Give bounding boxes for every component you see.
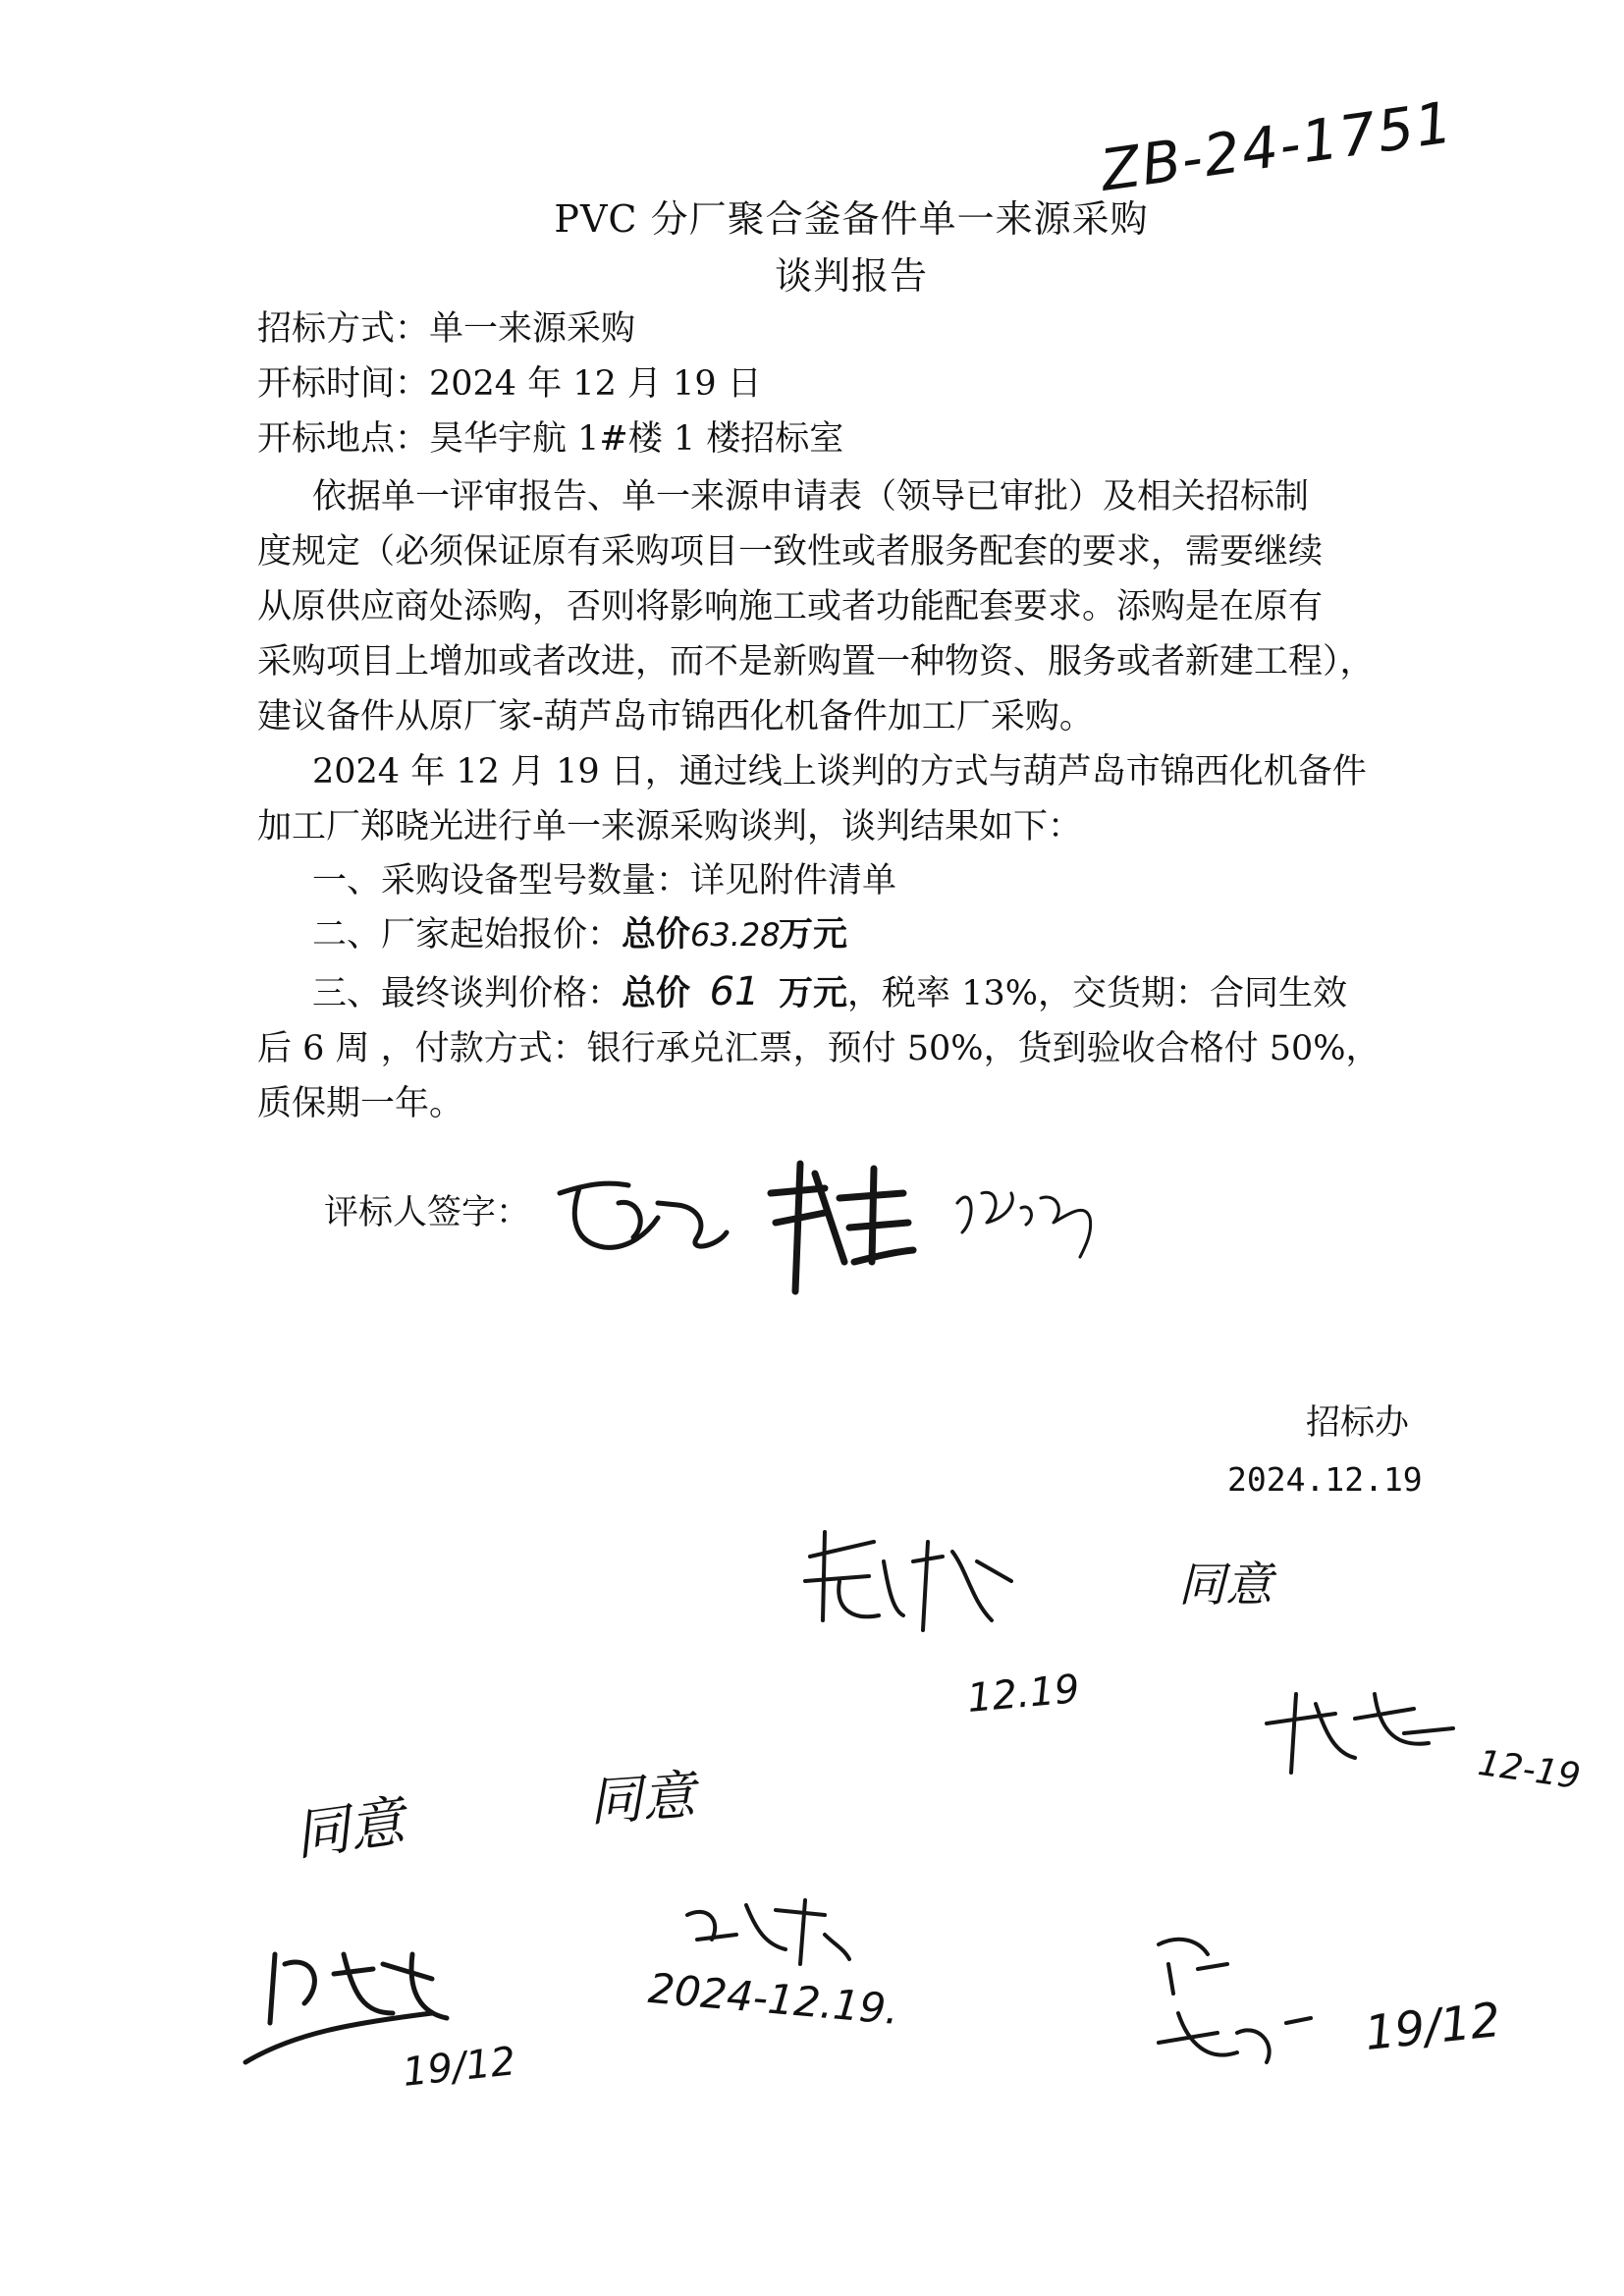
approval-date-4: 19/12: [1362, 1992, 1503, 2062]
approval-date-2: 12-19: [1475, 1742, 1584, 1798]
approval-note-1: 同意: [1178, 1558, 1273, 1613]
item-initial-quote: [312, 914, 848, 955]
paragraph-negotiation: [257, 744, 1426, 854]
item-final-price-line: [257, 964, 1426, 1021]
item-final-price-suffix: 万元: [779, 973, 848, 1013]
approval-note-3: 同意: [586, 1764, 698, 1833]
initial-quote-handwritten-value: 63.28: [690, 916, 781, 954]
signature-label: 评标人签字：: [324, 1193, 531, 1232]
paragraph-line: 采购项目上增加或者改进，而不是新购置一种物资、服务或者新建工程），: [257, 642, 1375, 682]
item-final-price-line2: 后 6 周 ，付款方式：银行承兑汇票，预付 50%，货到验收合格付 50%，: [257, 1029, 1380, 1068]
paragraph-line: 度规定（必须保证原有采购项目一致性或者服务配套的要求，需要继续: [257, 532, 1324, 572]
evaluator-signature-3: [947, 1164, 1095, 1262]
approval-date-3: 2024-12.19.: [646, 1963, 901, 2035]
bid-time: 开标时间：2024 年 12 月 19 日: [257, 364, 762, 404]
paragraph-line: 依据单一评审报告、单一来源申请表（领导已审批）及相关招标制: [312, 477, 1310, 517]
item-final-price-line3: 质保期一年。: [257, 1084, 464, 1123]
paragraph-line: 从原供应商处添购，否则将影响施工或者功能配套要求。添购是在原有: [257, 587, 1324, 627]
evaluator-signature-2: [756, 1154, 923, 1301]
approval-date-5: 19/12: [400, 2039, 518, 2096]
issue-date: 2024.12.19: [1227, 1460, 1423, 1499]
paragraph-line: 2024 年 12 月 19 日，通过线上谈判的方式与葫芦岛市锦西化机备件: [312, 752, 1367, 792]
evaluator-signature-1: [550, 1164, 736, 1272]
approval-signature-d: [677, 1886, 854, 1974]
bid-method: 招标方式：单一来源采购: [257, 309, 636, 349]
approval-note-2: 同意: [290, 1789, 408, 1869]
item-initial-quote-label: 二、厂家起始报价：: [312, 915, 623, 955]
item-initial-quote-suffix: 万元: [779, 914, 848, 955]
approval-signature-e: [1139, 1925, 1335, 2082]
item-final-price-label: 三、最终谈判价格：: [312, 974, 623, 1013]
approval-date-1: 12.19: [965, 1667, 1082, 1722]
item-equipment-quantity: 一、采购设备型号数量：详见附件清单: [312, 861, 897, 901]
document-number-handwritten: ZB-24-1751: [1097, 88, 1458, 204]
paragraph-line: 建议备件从原厂家-葫芦岛市锦西化机备件加工厂采购。: [257, 697, 1094, 737]
paragraph-basis: [257, 469, 1426, 744]
bid-location: 开标地点：昊华宇航 1#楼 1 楼招标室: [257, 419, 844, 459]
item-final-price-rest: ，税率 13%，交货期：合同生效: [847, 974, 1347, 1013]
document-title: PVC 分厂聚合釜备件单一来源采购: [554, 197, 1149, 241]
item-final-price-prefix: 总价: [622, 973, 691, 1013]
document-subtitle: 谈判报告: [774, 254, 928, 298]
approval-signature-a: [795, 1522, 1031, 1650]
item-initial-quote-prefix: 总价: [622, 914, 691, 955]
final-price-handwritten-value: 61: [709, 969, 760, 1014]
issuer: 招标办: [1306, 1403, 1410, 1443]
paragraph-line: 加工厂郑晓光进行单一来源采购谈判，谈判结果如下：: [257, 807, 1083, 847]
approval-signature-b: [1257, 1674, 1473, 1782]
item-final-price: [257, 964, 1426, 1131]
